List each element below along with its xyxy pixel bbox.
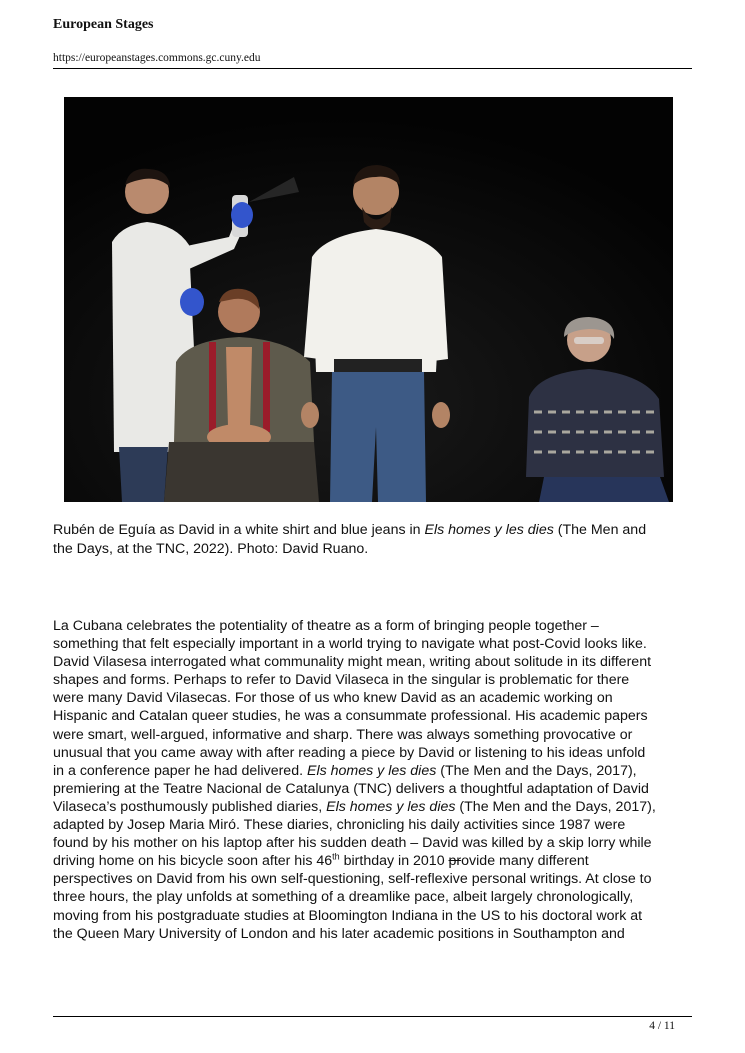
body-line: shapes and forms. Perhaps to refer to David Vilaseca in the singular is problematic for there [53, 672, 630, 689]
play-title: Els homes y les dies [306, 762, 437, 779]
body-text-span: (The Men and the Days, 2017), [455, 798, 656, 815]
page-number: 4 / 11 [649, 1020, 675, 1032]
body-line: the Queen Mary University of London and his later academic positions in Southampton and [53, 925, 625, 942]
body-line: moving from his postgraduate studies at Bloomington Indiana in the US to his doctoral work at [53, 907, 643, 924]
photo-caption [53, 521, 693, 559]
header-url[interactable]: https://europeanstages.commons.gc.cuny.edu [53, 52, 261, 64]
body-line: found by his mother on his laptop after his sudden death – David was killed by a skip lorry while [53, 835, 652, 852]
body-text-span: (The Men and the Days, 2017), [436, 762, 637, 779]
article-paragraph [53, 617, 693, 943]
body-line: adapted by Josep Maria Miró. These diaries, chronicling his daily activities since 1987 were [53, 817, 626, 834]
stage-photo [64, 97, 673, 502]
caption-line-2: the Days, at the TNC, 2022). Photo: David Ruano. [53, 541, 369, 557]
body-text-span: in a conference paper he had delivered. [53, 762, 307, 779]
struck-text: pr [448, 853, 462, 870]
body-line: something that felt especially important in a world trying to navigate what post-Covid looks like. [53, 636, 647, 653]
body-line: perspectives on David from his own self-questioning, self-reflexive personal writings. At close to [53, 871, 652, 888]
body-line: unusual that you came away with after reading a piece by David or listening to his ideas unfold [53, 744, 646, 761]
body-text-span: Vilaseca’s posthumously published diaries, [53, 798, 327, 815]
ordinal-suffix: th [332, 851, 340, 862]
stage-photo-illustration [64, 97, 673, 502]
body-text-span: ovide many different [461, 853, 589, 870]
body-line: three hours, the play unfolds at something of a dreamlike pace, albeit largely chronologically, [53, 889, 634, 906]
footer-divider [53, 1016, 692, 1017]
diaries-title: Els homes y les dies [326, 798, 456, 815]
header-title: European Stages [53, 17, 154, 32]
body-line: David Vilasesa interrogated what communality might mean, writing about solitude in its different [53, 654, 652, 671]
body-line: La Cubana celebrates the potentiality of theatre as a form of bringing people together – [53, 618, 599, 634]
body-line: premiering at the Teatre Nacional de Catalunya (TNC) delivers a thoughtful adaptation of David [53, 780, 649, 797]
caption-text: Rubén de Eguía as David in a white shirt and blue jeans in [53, 522, 425, 538]
body-line [53, 852, 693, 870]
caption-text-2: (The Men and [553, 522, 647, 538]
caption-play-title: Els homes y les dies [424, 522, 554, 538]
body-line [53, 762, 693, 780]
body-line: Hispanic and Catalan queer studies, he was a consummate professional. His academic papers [53, 708, 648, 725]
body-line: were many David Vilasecas. For those of us who knew David as an academic working on [53, 690, 613, 707]
body-text-span: birthday in 2010 [339, 853, 449, 870]
body-line [53, 798, 693, 816]
header-divider [53, 68, 692, 69]
body-text-span: driving home on his bicycle soon after his 46 [53, 853, 333, 870]
body-line: were smart, well-argued, informative and sharp. There was always something provocative or [53, 726, 633, 743]
